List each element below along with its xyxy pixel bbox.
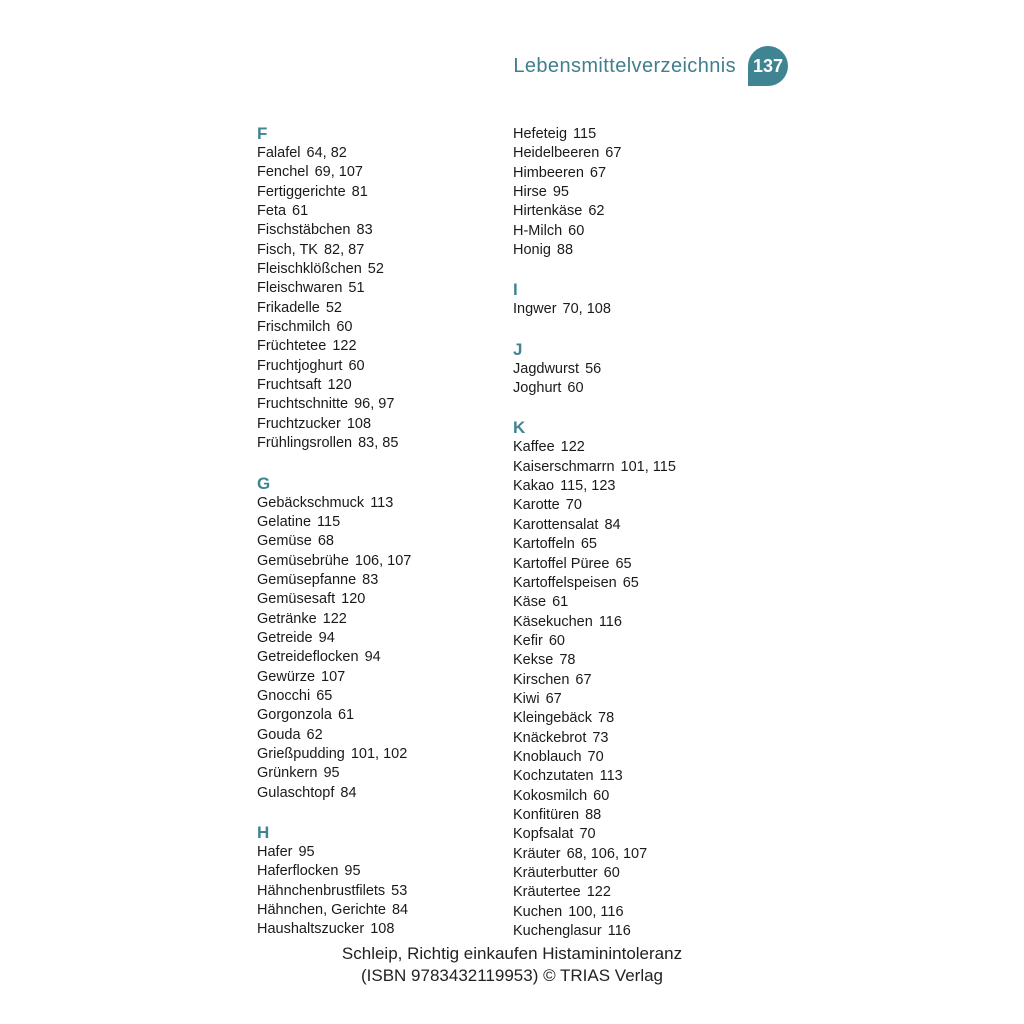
index-entry [257,668,411,687]
entry-term: Kuchen [513,903,563,920]
entry-term: Haferflocken [257,863,339,880]
index-entry [513,903,676,922]
entry-term: Frühlingsrollen [257,435,353,452]
entry-term: Karotte [513,497,560,514]
entry-term: Joghurt [513,380,562,397]
section-gap [257,454,411,474]
entry-term: Käsekuchen [513,613,593,630]
entry-pages: 65 [622,574,639,591]
index-entry [513,767,676,786]
entry-term: Feta [257,203,287,220]
entry-term: Heidelbeeren [513,145,600,162]
section-gap [513,398,676,418]
entry-term: Kekse [513,652,554,669]
index-entry [257,882,411,901]
entry-pages: 116 [607,923,631,940]
index-entry [513,477,676,496]
entry-term: Kuchenglasur [513,923,602,940]
footer-line-2: (ISBN 9783432119953) © TRIAS Verlag [360,966,664,985]
index-entry [513,825,676,844]
entry-term: Kleingebäck [513,710,592,727]
entry-term: Frikadelle [257,299,320,316]
entry-term: Kiwi [513,690,540,707]
entry-pages: 65 [316,687,333,704]
entry-pages: 83, 85 [358,435,399,452]
entry-pages: 106, 107 [354,552,412,569]
index-entry [513,883,676,902]
index-column-left [257,124,411,940]
entry-term: Ingwer [513,301,557,318]
entry-pages: 115 [317,513,341,530]
index-entry [513,806,676,825]
entry-term: Fisch, TK [257,241,318,258]
section-letter: I [513,280,518,300]
entry-pages: 60 [348,357,365,374]
entry-pages: 83 [356,222,373,239]
entry-pages: 108 [370,921,395,938]
index-entry [513,164,676,183]
entry-term: Fruchtsaft [257,377,322,394]
entry-term: Karottensalat [513,516,599,533]
index-entry [513,241,676,260]
entry-pages: 84 [391,902,409,919]
index-entry [257,221,411,240]
entry-term: H-Milch [513,222,563,239]
entry-pages: 113 [599,768,623,785]
index-entry [257,183,411,202]
index-entry [257,552,411,571]
entry-pages: 53 [391,882,408,899]
entry-pages: 67 [575,671,592,688]
entry-term: Kochzutaten [513,768,594,785]
index-entry [257,764,411,783]
entry-term: Fischstäbchen [257,222,351,239]
entry-pages: 78 [559,652,576,669]
entry-pages: 67 [545,690,562,707]
entry-term: Gemüsepfanne [257,571,357,588]
entry-pages: 88 [585,806,602,823]
entry-pages: 60 [568,222,585,239]
index-entry [513,632,676,651]
entry-pages: 122 [586,884,611,901]
section-gap [257,803,411,823]
entry-pages: 64, 82 [306,145,347,161]
entry-term: Knäckebrot [513,729,587,746]
index-entry [257,610,411,629]
entry-term: Kartoffel Püree [513,555,610,572]
index-entry [257,784,411,803]
entry-pages: 61 [552,594,569,611]
entry-pages: 60 [593,787,610,804]
entry-term: Hirtenkäse [513,203,583,220]
index-entry [513,690,676,709]
index-entry [513,922,676,941]
entry-term: Kräuterbutter [513,865,598,881]
index-entry [257,494,411,513]
index-entry [257,434,411,453]
entry-pages: 88 [556,242,574,259]
index-entry [513,183,676,202]
entry-term: Fenchel [257,164,309,181]
entry-term: Haushaltszucker [257,921,365,938]
entry-pages: 61 [337,707,355,724]
entry-term: Falafel [257,145,301,161]
entry-pages: 120 [327,377,352,394]
index-entry [513,864,676,883]
entry-pages: 95 [552,184,569,201]
running-title: Lebensmittelverzeichnis [513,54,736,77]
index-entry [513,748,676,767]
entry-term: Honig [513,242,551,259]
entry-pages: 51 [348,280,365,297]
entry-term: Himbeeren [513,164,584,181]
index-entry [257,687,411,706]
entry-pages: 60 [548,632,565,649]
index-entry [257,144,411,163]
entry-pages: 60 [336,319,353,336]
index-entry [257,260,411,279]
entry-term: Kaiserschmarrn [513,458,615,475]
index-entry [513,360,676,379]
section-letter: H [257,823,270,842]
entry-term: Kopfsalat [513,826,574,843]
index-column-right [513,124,676,941]
entry-pages: 120 [341,591,366,608]
entry-term: Gewürze [257,668,316,685]
index-entry [257,318,411,337]
entry-pages: 67 [589,164,607,181]
index-entry [257,862,411,881]
entry-pages: 107 [321,668,346,685]
index-entry [513,671,676,690]
index-entry [257,357,411,376]
entry-pages: 94 [364,649,381,666]
entry-term: Früchtetee [257,338,327,355]
index-entry [513,202,676,221]
entry-term: Kokosmilch [513,787,588,804]
entry-pages: 82, 87 [323,241,365,258]
entry-pages: 68 [317,533,334,550]
entry-pages: 115, 123 [560,478,616,495]
entry-pages: 108 [346,415,372,432]
index-entry [513,787,676,806]
entry-term: Kräutertee [513,884,581,901]
section-letter: F [257,124,268,143]
entry-term: Getränke [257,610,317,627]
entry-term: Kartoffelspeisen [513,574,617,591]
entry-pages: 65 [615,555,632,572]
index-entry [257,648,411,667]
index-entry [513,144,676,163]
entry-pages: 67 [605,145,622,162]
entry-term: Gulaschtopf [257,784,335,801]
entry-term: Fleischwaren [257,280,343,297]
entry-term: Kirschen [513,671,570,688]
section-letter: J [513,339,523,359]
index-entry [257,376,411,395]
entry-pages: 95 [323,765,340,782]
entry-term: Fruchtschnitte [257,396,349,413]
index-entry [513,845,676,864]
entry-pages: 60 [603,865,620,881]
entry-pages: 84 [604,516,621,533]
entry-term: Gelatine [257,513,312,530]
index-entry [257,415,411,434]
entry-pages: 61 [292,203,309,220]
entry-pages: 65 [580,536,597,553]
entry-term: Hirse [513,184,547,201]
index-entry [257,279,411,298]
index-entry [257,513,411,532]
index-entry [513,555,676,574]
index-entry [513,535,676,554]
entry-pages: 113 [370,494,394,511]
entry-pages: 70 [587,748,604,765]
index-entry [257,241,411,260]
entry-pages: 60 [567,380,584,397]
section-letter: K [513,418,526,438]
entry-term: Getreideflocken [257,649,359,666]
entry-term: Grießpudding [257,745,345,762]
entry-term: Konfitüren [513,806,580,823]
index-entry [513,651,676,670]
entry-term: Käse [513,594,547,611]
index-entry [513,222,676,241]
index-entry [257,590,411,609]
index-entry [257,706,411,725]
entry-pages: 62 [306,726,323,743]
entry-pages: 78 [598,710,615,727]
index-entry [257,726,411,745]
index-entry [513,458,676,477]
index-entry [257,299,411,318]
entry-term: Kakao [513,478,555,495]
entry-pages: 81 [351,183,368,200]
index-entry [513,613,676,632]
entry-term: Gouda [257,726,301,743]
entry-term: Kaffee [513,439,555,456]
index-entry [513,300,676,319]
index-entry [513,496,676,515]
index-entry [513,125,676,144]
entry-term: Kartoffeln [513,536,575,553]
entry-pages: 115 [573,126,597,142]
entry-term: Gemüse [257,533,312,550]
footer [0,943,1024,987]
entry-term: Kräuter [513,845,561,862]
index-entry [257,745,411,764]
entry-pages: 94 [318,629,335,646]
entry-pages: 52 [367,261,384,278]
entry-pages: 122 [560,439,585,456]
entry-term: Knoblauch [513,748,582,765]
entry-pages: 101, 102 [350,745,408,762]
index-entry [257,163,411,182]
section-gap [513,320,676,340]
entry-term: Frischmilch [257,319,331,336]
section-gap [513,260,676,280]
entry-term: Getreide [257,629,313,646]
entry-term: Jagdwurst [513,360,580,377]
section-letter: G [257,473,271,493]
entry-pages: 70 [579,826,596,843]
entry-term: Gnocchi [257,687,311,704]
entry-term: Fruchtjoghurt [257,357,343,374]
index-entry [513,709,676,728]
index-entry [257,629,411,648]
entry-pages: 69, 107 [314,164,363,181]
entry-term: Fruchtzucker [257,415,341,432]
entry-term: Gebäckschmuck [257,494,365,511]
entry-term: Hähnchenbrustfilets [257,882,386,899]
page-number-badge: 137 [748,46,788,86]
index-entry [513,379,676,398]
index-entry [513,574,676,593]
index-entry [257,901,411,920]
entry-term: Grünkern [257,765,318,782]
index-entry [513,516,676,535]
entry-pages: 95 [344,863,361,880]
entry-term: Gorgonzola [257,707,332,724]
index-entry [257,337,411,356]
entry-term: Gemüsebrühe [257,552,349,569]
entry-pages: 95 [298,844,315,860]
entry-pages: 122 [332,338,357,355]
index-entry [257,202,411,221]
entry-term: Fertiggerichte [257,183,346,200]
entry-pages: 70, 108 [562,301,611,318]
index-entry [513,593,676,612]
entry-term: Fleischklößchen [257,261,362,278]
entry-pages: 70 [565,497,582,514]
entry-term: Hähnchen, Gerichte [257,902,386,919]
entry-term: Kefir [513,632,543,649]
entry-pages: 100, 116 [568,903,624,920]
index-entry [257,395,411,414]
entry-pages: 83 [362,571,379,588]
index-entry [257,571,411,590]
entry-term: Hafer [257,844,293,860]
footer-line-1: Schleip, Richtig einkaufen Histaminintoleranz [341,944,683,963]
index-entry [257,920,411,939]
index-entry [257,843,411,862]
entry-pages: 116 [598,613,622,630]
index-entry [257,532,411,551]
index-entry [513,438,676,457]
entry-term: Hefeteig [513,126,568,142]
entry-pages: 68, 106, 107 [566,845,648,862]
index-entry [513,729,676,748]
entry-pages: 73 [592,729,609,746]
entry-pages: 122 [322,610,347,627]
page-header [513,46,788,86]
entry-pages: 96, 97 [354,396,395,413]
entry-term: Gemüsesaft [257,591,336,608]
entry-pages: 101, 115 [620,458,676,475]
entry-pages: 56 [585,360,602,377]
entry-pages: 62 [588,203,605,220]
entry-pages: 84 [340,784,357,801]
entry-pages: 52 [325,299,342,316]
